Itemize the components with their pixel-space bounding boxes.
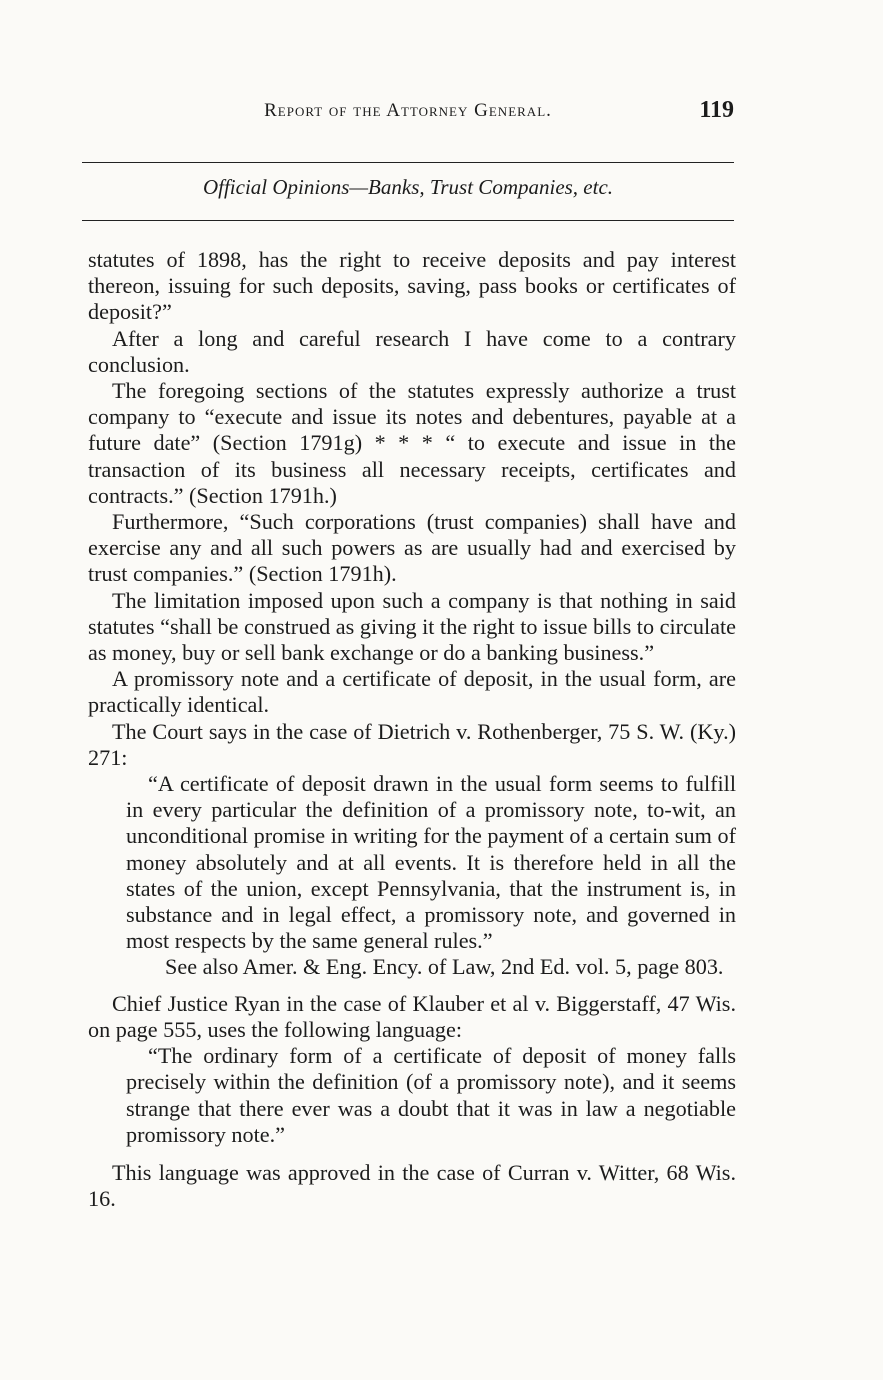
paragraph-ryan: Chief Justice Ryan in the case of Klauber et al v. Biggerstaff, 47 Wis. on page 555, uses the following language: [88, 990, 736, 1042]
paragraph-statutes: The foregoing sections of the statutes expressly authorize a trust company to “execute and issue its notes and debentures, payable at a future date” (Section 1791g) * * * “ to execute and issue in the transaction of its business all necessary receipts, certificates and contracts.” (Section 1791h.) [88, 378, 736, 508]
citation-ency: See also Amer. & Eng. Ency. of Law, 2nd Ed. vol. 5, page 803. [165, 954, 724, 980]
spacer [88, 1148, 736, 1160]
paragraph-court-case: The Court says in the case of Dietrich v. Rothenberger, 75 S. W. (Ky.) 271: [88, 718, 736, 770]
block-quote-klauber: “The ordinary form of a certificate of deposit of money falls precisely within the definition (of a promissory note), and it seems strange that there ever was a doubt that it was in law a negotiable promissory note.” [126, 1043, 736, 1147]
paragraph-conclusion: After a long and careful research I have come to a contrary conclusion. [88, 325, 736, 377]
page-number: 119 [699, 97, 734, 123]
paragraph-continuation: statutes of 1898, has the right to receive deposits and pay interest thereon, issuing for such deposits, saving, pass books or certificates of deposit?” [88, 247, 736, 325]
paragraph-identical: A promissory note and a certificate of deposit, in the usual form, are practically identical. [88, 666, 736, 718]
bottom-rule [82, 220, 734, 221]
top-rule [82, 162, 734, 163]
paragraph-limitation: The limitation imposed upon such a company is that nothing in said statutes “shall be construed as giving it the right to issue bills to circulate as money, buy or sell bank exchange or do a banking business.” [88, 587, 736, 666]
body-text [88, 247, 736, 1212]
paragraph-curran: This language was approved in the case of Curran v. Witter, 68 Wis. 16. [88, 1159, 736, 1212]
paragraph-powers: Furthermore, “Such corporations (trust companies) shall have and exercise any and all such powers as are usually had and exercised by trust companies.” (Section 1791h). [88, 509, 736, 587]
spacer [88, 981, 736, 991]
section-subheading: Official Opinions—Banks, Trust Companies, etc. [202, 175, 614, 199]
block-quote-dietrich: “A certificate of deposit drawn in the usual form seems to fulfill in every particular the definition of a promissory note, to-wit, an unconditional promise in writing for the payment of a certain sum of money absolutely and at all events. It is therefore held in all the states of the union, except Pennsylvania, that the instrument is, in substance and in legal effect, a promissory note, and governed in most respects by the same general rules.” [126, 771, 736, 954]
running-title: Report of the Attorney General. [264, 100, 552, 121]
running-head [82, 97, 734, 136]
